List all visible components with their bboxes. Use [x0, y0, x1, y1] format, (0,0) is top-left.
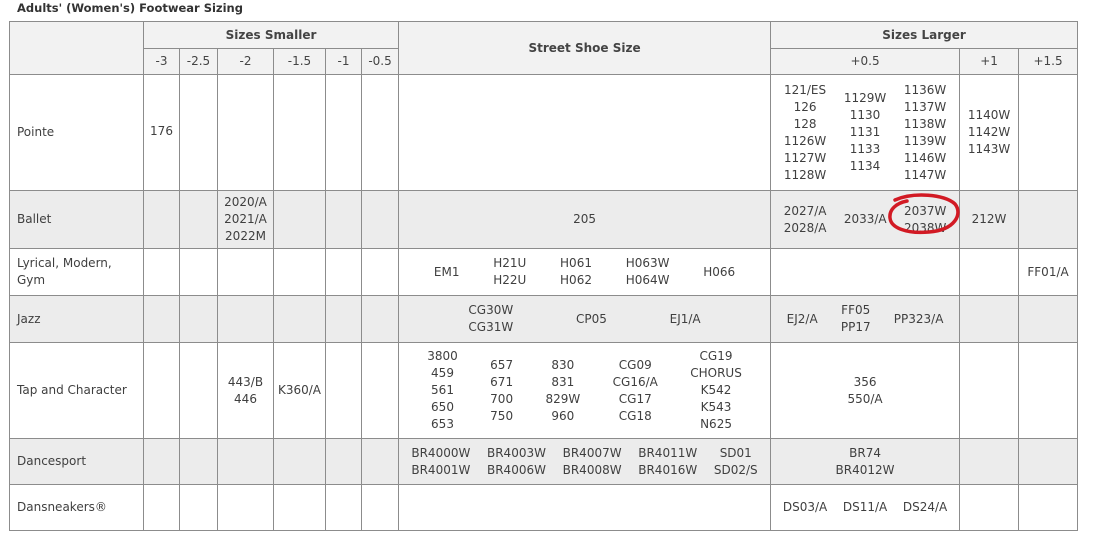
cell [326, 485, 362, 531]
table-row-dansneakers [10, 485, 1078, 531]
cell [399, 439, 771, 485]
cell-value: 2033/A [843, 212, 887, 226]
cell [362, 296, 399, 343]
table-row-pointe [10, 75, 1078, 191]
table-row-jazz [10, 296, 1078, 343]
cell [399, 485, 771, 531]
cell [1019, 343, 1078, 439]
cell-value: EJ1/A [669, 311, 701, 326]
cell [274, 249, 326, 296]
cell [326, 75, 362, 191]
cell [960, 296, 1019, 343]
cell-value: EJ2/A [786, 311, 818, 326]
cell [144, 343, 180, 439]
cell-value: 1140W 1142W 1143W [967, 108, 1011, 156]
cell [960, 485, 1019, 531]
col-header-minus-2: -2 [218, 49, 274, 75]
cell-value: CG09 CG16/A CG17 CG18 [612, 357, 658, 423]
cell-value: 1129W 1130 1131 1133 1134 [843, 91, 887, 173]
cell [399, 75, 771, 191]
cell-value: 205 [573, 212, 596, 226]
cell [326, 296, 362, 343]
cell [274, 296, 326, 343]
cell [218, 485, 274, 531]
cell [218, 296, 274, 343]
cell-value: BR4000W BR4001W [411, 445, 471, 477]
cell-value: SD01 SD02/S [713, 445, 758, 477]
cell [960, 343, 1019, 439]
cell-value: FF01/A [1027, 264, 1069, 279]
cell [399, 249, 771, 296]
cell [362, 75, 399, 191]
col-header-minus-1: -1 [326, 49, 362, 75]
cell [144, 249, 180, 296]
cell [326, 439, 362, 485]
col-header-plus-0-5: +0.5 [771, 49, 960, 75]
cell [960, 75, 1019, 191]
cell-value: H21U H22U [493, 256, 527, 287]
table-row-tap [10, 343, 1078, 439]
cell-value: 657 671 700 750 [490, 357, 514, 423]
cell [180, 343, 218, 439]
cell [362, 485, 399, 531]
cell [1019, 75, 1078, 191]
cell-value: PP323/A [893, 311, 944, 326]
cell [218, 75, 274, 191]
cell-value: DS03/A [782, 500, 828, 514]
cell-value: CG30W CG31W [468, 303, 514, 334]
col-header-minus-3: -3 [144, 49, 180, 75]
header-sizes-larger: Sizes Larger [771, 22, 1078, 49]
cell [771, 249, 960, 296]
cell [144, 485, 180, 531]
cell [771, 343, 960, 439]
table-row-lyrical [10, 249, 1078, 296]
col-header-plus-1-5: +1.5 [1019, 49, 1078, 75]
cell-value: BR74 BR4012W [835, 445, 895, 477]
table-row-dancesport [10, 439, 1078, 485]
cell [399, 191, 771, 249]
header-street-shoe-size: Street Shoe Size [399, 22, 771, 75]
cell [274, 439, 326, 485]
cell-value: 443/B 446 [227, 374, 264, 406]
row-label-lyrical: Lyrical, Modern, Gym [10, 249, 144, 296]
cell [218, 191, 274, 249]
cell-value: 2027/A 2028/A [783, 203, 827, 235]
cell [218, 439, 274, 485]
cell [144, 439, 180, 485]
header-blank [10, 22, 144, 75]
page-title: Adults' (Women's) Footwear Sizing [17, 1, 243, 15]
cell-value: BR4007W BR4008W [562, 445, 622, 477]
row-label-tap: Tap and Character [10, 343, 144, 439]
cell [771, 439, 960, 485]
cell [326, 249, 362, 296]
cell [180, 485, 218, 531]
col-header-minus-0-5: -0.5 [362, 49, 399, 75]
cell [771, 191, 960, 249]
cell [180, 75, 218, 191]
cell [960, 439, 1019, 485]
row-label-ballet: Ballet [10, 191, 144, 249]
header-sizes-smaller: Sizes Smaller [144, 22, 399, 49]
cell-value: 176 [150, 124, 173, 138]
cell [1019, 296, 1078, 343]
sizing-table [9, 21, 1078, 531]
cell [771, 75, 960, 191]
cell [960, 249, 1019, 296]
cell [362, 249, 399, 296]
cell-value: EM1 [433, 264, 460, 279]
cell [1019, 191, 1078, 249]
cell [960, 191, 1019, 249]
cell-value: 830 831 829W 960 [545, 357, 581, 423]
cell-value: K360/A [277, 383, 322, 397]
cell [399, 296, 771, 343]
cell [218, 343, 274, 439]
cell [144, 296, 180, 343]
row-label-dansneakers: Dansneakers® [10, 485, 144, 531]
cell-value: 212W [971, 212, 1007, 226]
cell [771, 296, 960, 343]
cell [362, 439, 399, 485]
cell [218, 249, 274, 296]
cell [180, 439, 218, 485]
cell-value: H061 H062 [560, 256, 592, 287]
col-header-plus-1: +1 [960, 49, 1019, 75]
cell [771, 485, 960, 531]
cell [274, 485, 326, 531]
cell [180, 249, 218, 296]
cell [274, 191, 326, 249]
cell-value: H063W H064W [625, 256, 670, 287]
cell-value: CP05 [575, 311, 607, 326]
cell [362, 343, 399, 439]
cell-value-annotated: 2037W 2038W [903, 203, 947, 235]
cell-value: BR4011W BR4016W [638, 445, 698, 477]
cell [326, 191, 362, 249]
cell [180, 296, 218, 343]
cell [362, 191, 399, 249]
cell-value: BR4003W BR4006W [486, 445, 546, 477]
cell [274, 75, 326, 191]
table-row-ballet [10, 191, 1078, 249]
cell [1019, 485, 1078, 531]
col-header-minus-2-5: -2.5 [180, 49, 218, 75]
cell-value: CG19 CHORUS K542 K543 N625 [690, 349, 742, 431]
cell-value: 2020/A 2021/A 2022M [224, 195, 267, 243]
row-label-pointe: Pointe [10, 75, 144, 191]
cell [144, 191, 180, 249]
cell [144, 75, 180, 191]
cell-value: FF05 PP17 [840, 303, 871, 334]
cell-value: 3800 459 561 650 653 [427, 349, 458, 431]
cell-value: 356 550/A [847, 374, 883, 406]
cell [1019, 439, 1078, 485]
cell-value: DS11/A [842, 500, 888, 514]
cell [326, 343, 362, 439]
cell [180, 191, 218, 249]
cell-value: 121/ES 126 128 1126W 1127W 1128W [783, 82, 827, 182]
cell-value: H066 [703, 264, 736, 279]
row-label-jazz: Jazz [10, 296, 144, 343]
cell [399, 343, 771, 439]
cell [274, 343, 326, 439]
col-header-minus-1-5: -1.5 [274, 49, 326, 75]
cell-value: 1136W 1137W 1138W 1139W 1146W 1147W [903, 82, 947, 182]
row-label-dancesport: Dancesport [10, 439, 144, 485]
cell-value: DS24/A [902, 500, 948, 514]
cell [1019, 249, 1078, 296]
